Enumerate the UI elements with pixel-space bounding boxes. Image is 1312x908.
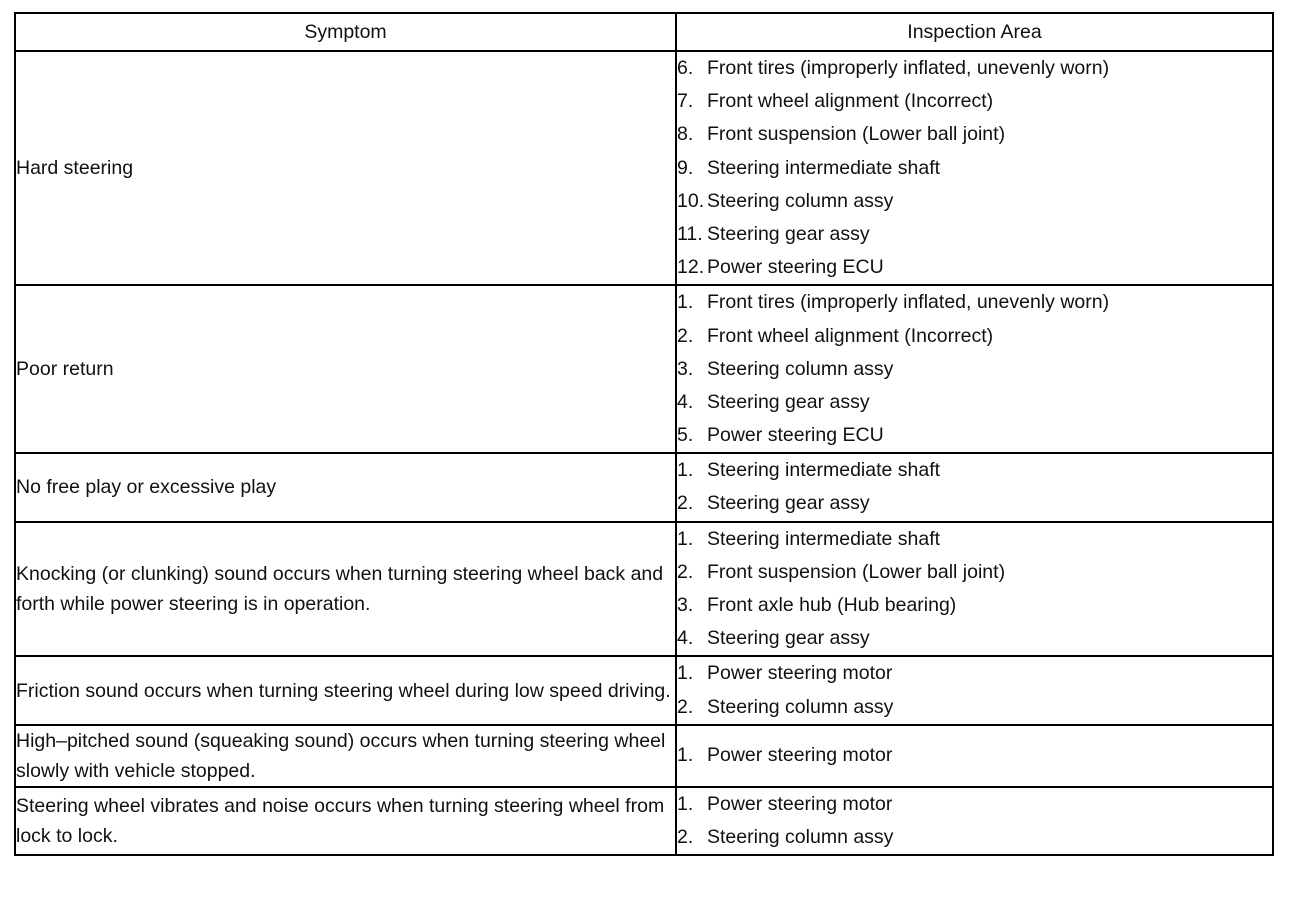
item-text: Steering column assy — [707, 695, 894, 718]
inspection-area-item — [677, 218, 1272, 251]
item-text: Steering gear assy — [707, 627, 870, 650]
header-symptom: Symptom — [15, 13, 676, 51]
item-text: Steering column assy — [707, 357, 894, 380]
item-text: Steering intermediate shaft — [707, 156, 941, 179]
inspection-area-item — [677, 454, 1272, 487]
symptom-cell: Friction sound occurs when turning steering wheel during low speed driving. — [15, 656, 676, 724]
item-number: 1. — [677, 744, 694, 767]
item-text: Steering column assy — [707, 189, 894, 212]
inspection-area-item — [677, 523, 1272, 556]
inspection-area-item — [677, 286, 1272, 319]
item-number: 3. — [677, 357, 694, 380]
inspection-area-item — [677, 353, 1272, 386]
inspection-area-item — [677, 85, 1272, 118]
symptom-cell: No free play or excessive play — [15, 453, 676, 521]
inspection-area-item — [677, 419, 1272, 452]
table-header-row — [15, 13, 1273, 51]
symptom-table — [14, 12, 1274, 856]
item-text: Power steering motor — [707, 744, 893, 767]
item-text: Front axle hub (Hub bearing) — [707, 594, 957, 616]
item-number: 7. — [677, 90, 694, 113]
inspection-area-item — [677, 386, 1272, 419]
inspection-area-item — [677, 691, 1272, 724]
inspection-area-cell — [676, 656, 1273, 724]
inspection-area-cell — [676, 285, 1273, 453]
table-row — [15, 285, 1273, 453]
item-number: 12. — [677, 256, 705, 279]
symptom-cell: Poor return — [15, 285, 676, 453]
item-number: 2. — [677, 324, 694, 347]
inspection-area-item — [677, 622, 1272, 655]
inspection-area-cell — [676, 725, 1273, 787]
inspection-area-item — [677, 118, 1272, 151]
item-number: 4. — [677, 627, 694, 650]
inspection-area-item — [677, 556, 1272, 589]
inspection-area-cell — [676, 453, 1273, 521]
item-text: Steering intermediate shaft — [707, 459, 941, 482]
item-text: Front suspension (Lower ball joint) — [707, 560, 1006, 583]
table-row — [15, 51, 1273, 285]
item-number: 6. — [677, 57, 694, 79]
inspection-area-cell — [676, 787, 1273, 855]
item-text: Steering column assy — [707, 825, 894, 848]
item-number: 1. — [677, 792, 694, 815]
item-number: 2. — [677, 825, 694, 848]
inspection-area-item — [677, 739, 1272, 772]
table-row — [15, 453, 1273, 521]
item-number: 2. — [677, 560, 694, 583]
item-text: Steering intermediate shaft — [707, 527, 941, 550]
item-text: Steering gear assy — [707, 222, 870, 245]
item-text: Steering gear assy — [707, 390, 870, 413]
table-row — [15, 656, 1273, 724]
item-text: Power steering ECU — [707, 424, 884, 447]
symptom-cell: Knocking (or clunking) sound occurs when turning steering wheel back and forth while power steering is in operation. — [15, 522, 676, 657]
inspection-area-item — [677, 185, 1272, 218]
item-text: Front tires (improperly inflated, unevenly worn) — [707, 291, 1110, 314]
table-row — [15, 725, 1273, 787]
item-number: 2. — [677, 492, 694, 515]
symptom-cell: High–pitched sound (squeaking sound) occurs when turning steering wheel slowly with vehicle stopped. — [15, 725, 676, 787]
item-text: Front suspension (Lower ball joint) — [707, 123, 1006, 146]
item-text: Front wheel alignment (Incorrect) — [707, 324, 994, 347]
table-row — [15, 787, 1273, 855]
inspection-area-cell — [676, 51, 1273, 285]
inspection-area-item — [677, 589, 1272, 622]
item-number: 1. — [677, 459, 694, 482]
item-number: 11. — [677, 222, 703, 245]
symptom-cell: Steering wheel vibrates and noise occurs when turning steering wheel from lock to lock. — [15, 787, 676, 855]
item-text: Front wheel alignment (Incorrect) — [707, 90, 994, 113]
item-number: 1. — [677, 527, 694, 550]
inspection-area-item — [677, 821, 1272, 854]
item-number: 3. — [677, 594, 694, 616]
table-body — [15, 51, 1273, 855]
inspection-area-item — [677, 251, 1272, 284]
item-number: 2. — [677, 695, 694, 718]
table-row — [15, 522, 1273, 657]
item-text: Steering gear assy — [707, 492, 870, 515]
inspection-area-item — [677, 52, 1272, 85]
item-number: 5. — [677, 424, 694, 447]
inspection-area-item — [677, 657, 1272, 690]
inspection-area-item — [677, 487, 1272, 520]
header-inspection-area: Inspection Area — [676, 13, 1273, 51]
inspection-area-item — [677, 788, 1272, 821]
inspection-area-cell — [676, 522, 1273, 657]
item-text: Power steering ECU — [707, 256, 884, 279]
item-number: 4. — [677, 390, 694, 413]
item-number: 8. — [677, 123, 694, 146]
item-text: Power steering motor — [707, 662, 893, 685]
item-text: Power steering motor — [707, 792, 893, 815]
symptom-cell: Hard steering — [15, 51, 676, 285]
item-number: 10. — [677, 189, 705, 212]
inspection-area-item — [677, 320, 1272, 353]
item-number: 1. — [677, 291, 694, 314]
inspection-area-item — [677, 152, 1272, 185]
item-number: 1. — [677, 662, 694, 685]
item-number: 9. — [677, 156, 694, 179]
item-text: Front tires (improperly inflated, unevenly worn) — [707, 57, 1110, 79]
